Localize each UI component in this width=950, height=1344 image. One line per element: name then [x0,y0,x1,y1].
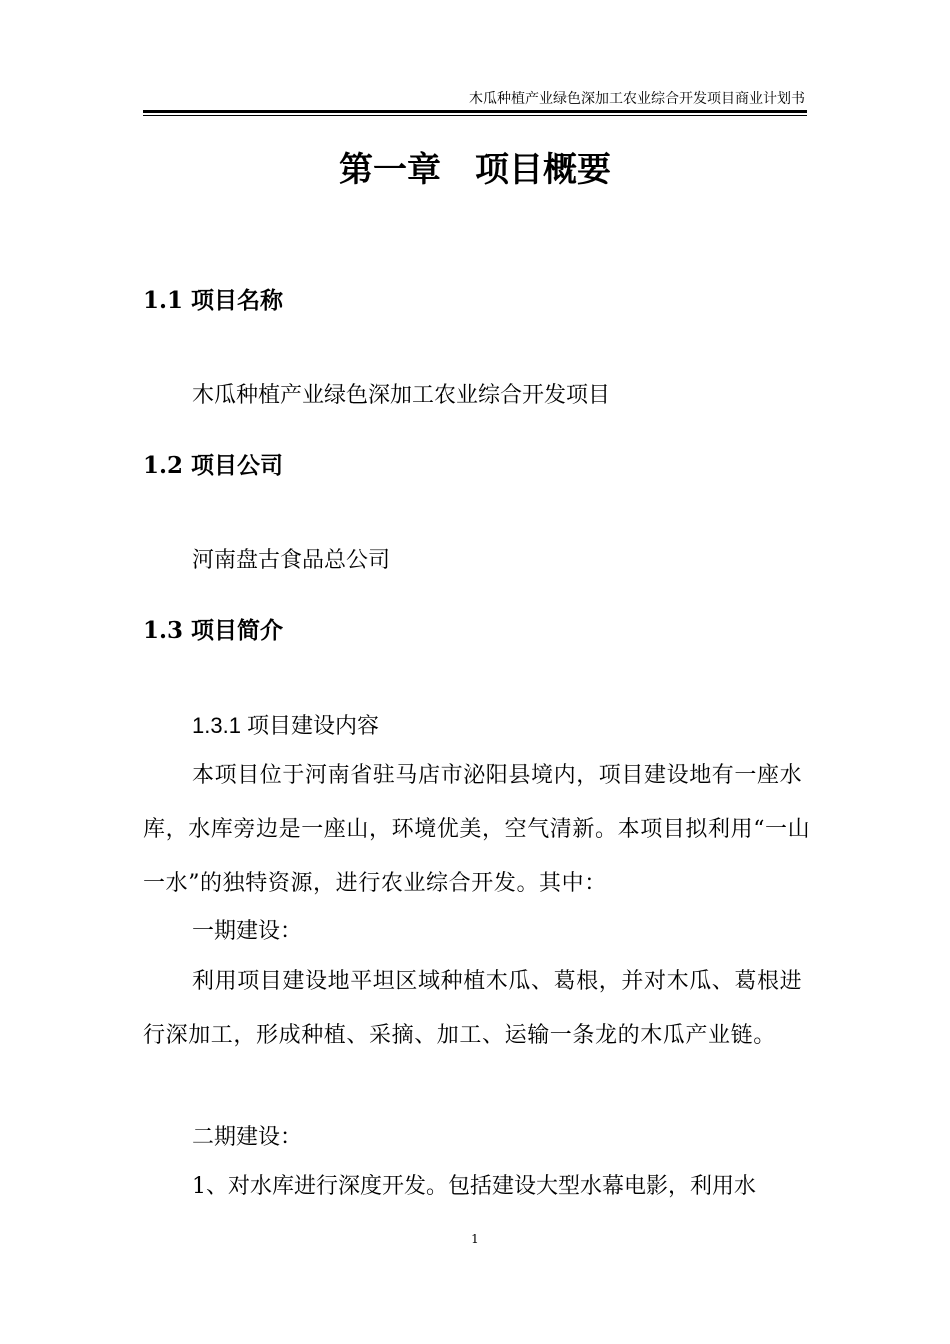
running-header: 木瓜种植产业绿色深加工农业综合开发项目商业计划书 [469,91,805,107]
section-heading-1-1: 1.1 项目名称 [143,287,284,314]
phase1-paragraph: 利用项目建设地平坦区域种植木瓜、葛根，并对木瓜、葛根进行深加工，形成种植、采摘、加工、运输一条龙的木瓜产业链。 [143,969,803,1048]
section-heading-1-3: 1.3 项目简介 [143,617,284,644]
intro-paragraph: 本项目位于河南省驻马店市泌阳县境内，项目建设地有一座水库，水库旁边是一座山，环境优美，空气清新。本项目拟利用“一山一水”的独特资源，进行农业综合开发。其中： [143,763,811,896]
phase1-label: 一期建设： [192,919,303,944]
phase2-item-1: 1、对水库进行深度开发。包括建设大型水幕电影，利用水 [192,1174,756,1199]
project-name-text: 木瓜种植产业绿色深加工农业综合开发项目 [192,383,611,408]
header-rule-thick [143,110,807,113]
header-rule-thin [143,115,807,116]
chapter-title: 第一章 项目概要 [339,150,611,190]
subsection-heading-1-3-1: 1.3.1 项目建设内容 [192,713,380,738]
section-heading-1-2: 1.2 项目公司 [143,452,284,479]
page-number: 1 [471,1232,479,1246]
company-name-text: 河南盘古食品总公司 [192,548,391,573]
phase2-label: 二期建设： [192,1125,303,1150]
